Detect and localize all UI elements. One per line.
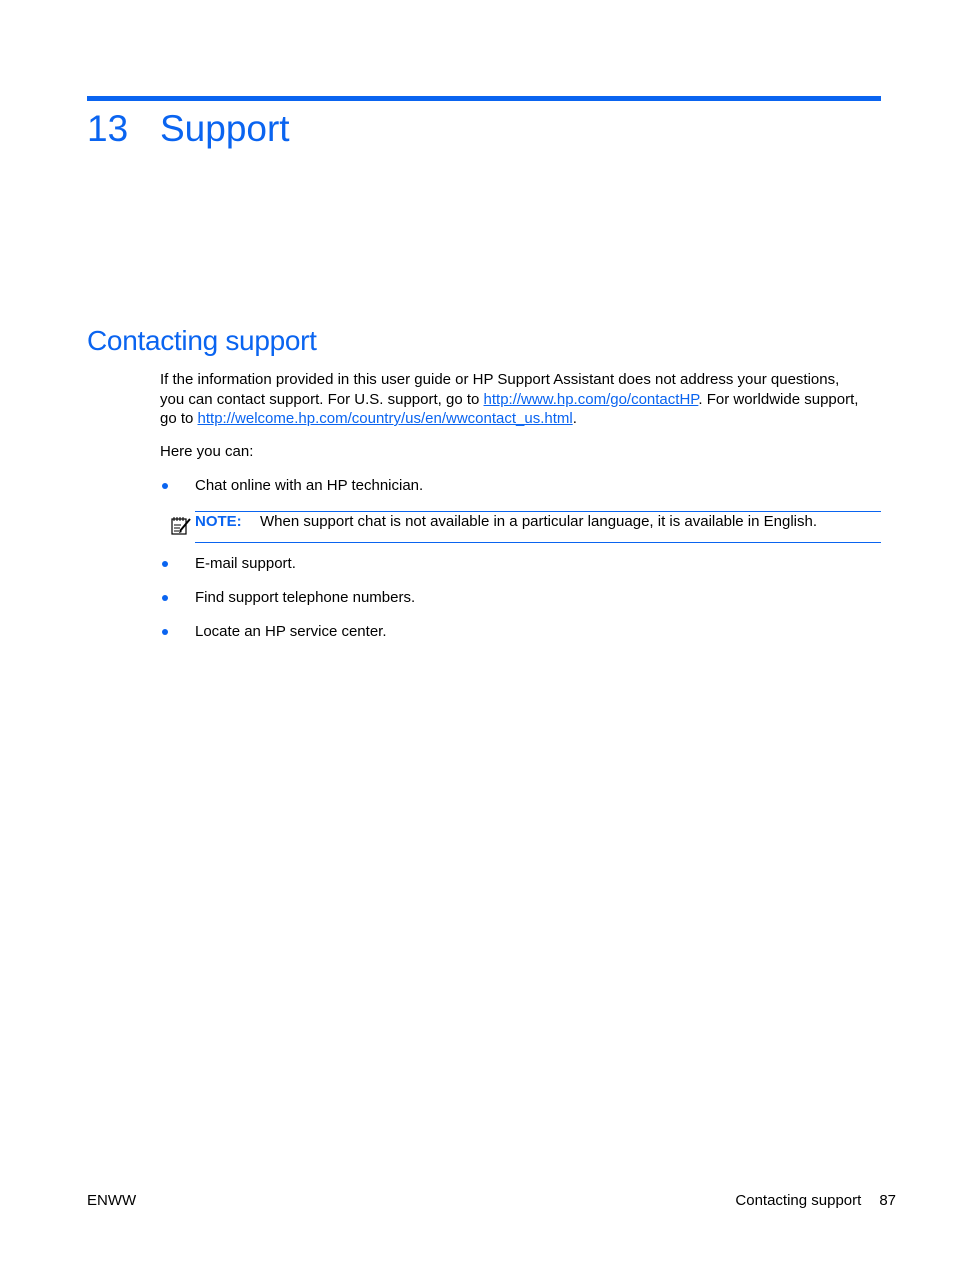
note-text: When support chat is not available in a particular language, it is available in English. bbox=[260, 513, 817, 530]
footer-section-title: Contacting support bbox=[735, 1192, 862, 1209]
footer-right bbox=[735, 1191, 896, 1211]
footer-left-label: ENWW bbox=[87, 1192, 137, 1209]
intro-paragraph bbox=[160, 370, 860, 429]
intro-text-2: . For worldwide support, go to bbox=[160, 390, 859, 427]
intro-text-1: If the information provided in this user guide or HP Support Assistant does not address your questions, you can contact support. For U.S. support, go to bbox=[160, 371, 840, 408]
section-title: Contacting support bbox=[87, 325, 317, 356]
list-item-text: E-mail support. bbox=[195, 555, 296, 572]
note-box bbox=[195, 511, 881, 543]
chapter-rule bbox=[87, 96, 881, 101]
chapter-title-text: Support bbox=[160, 108, 290, 149]
here-you-can-text: Here you can: bbox=[160, 443, 254, 460]
page-number: 87 bbox=[879, 1192, 896, 1209]
bullet-icon bbox=[162, 629, 168, 635]
intro-text-3: . bbox=[572, 410, 577, 427]
us-support-link[interactable]: http://www.hp.com/go/contactHP bbox=[483, 390, 699, 408]
list-item-text: Locate an HP service center. bbox=[195, 623, 387, 640]
bullet-icon bbox=[162, 595, 168, 601]
bullet-icon bbox=[162, 561, 168, 567]
list-item-text: Chat online with an HP technician. bbox=[195, 477, 424, 494]
note-pad-icon bbox=[170, 514, 192, 536]
list-item-text: Find support telephone numbers. bbox=[195, 589, 416, 606]
worldwide-support-link[interactable]: http://welcome.hp.com/country/us/en/wwcontact_us.html bbox=[197, 410, 573, 427]
chapter-number: 13 bbox=[87, 108, 129, 149]
note-label: NOTE: bbox=[195, 513, 242, 530]
bullet-icon bbox=[162, 483, 168, 489]
chapter-title bbox=[87, 106, 290, 152]
